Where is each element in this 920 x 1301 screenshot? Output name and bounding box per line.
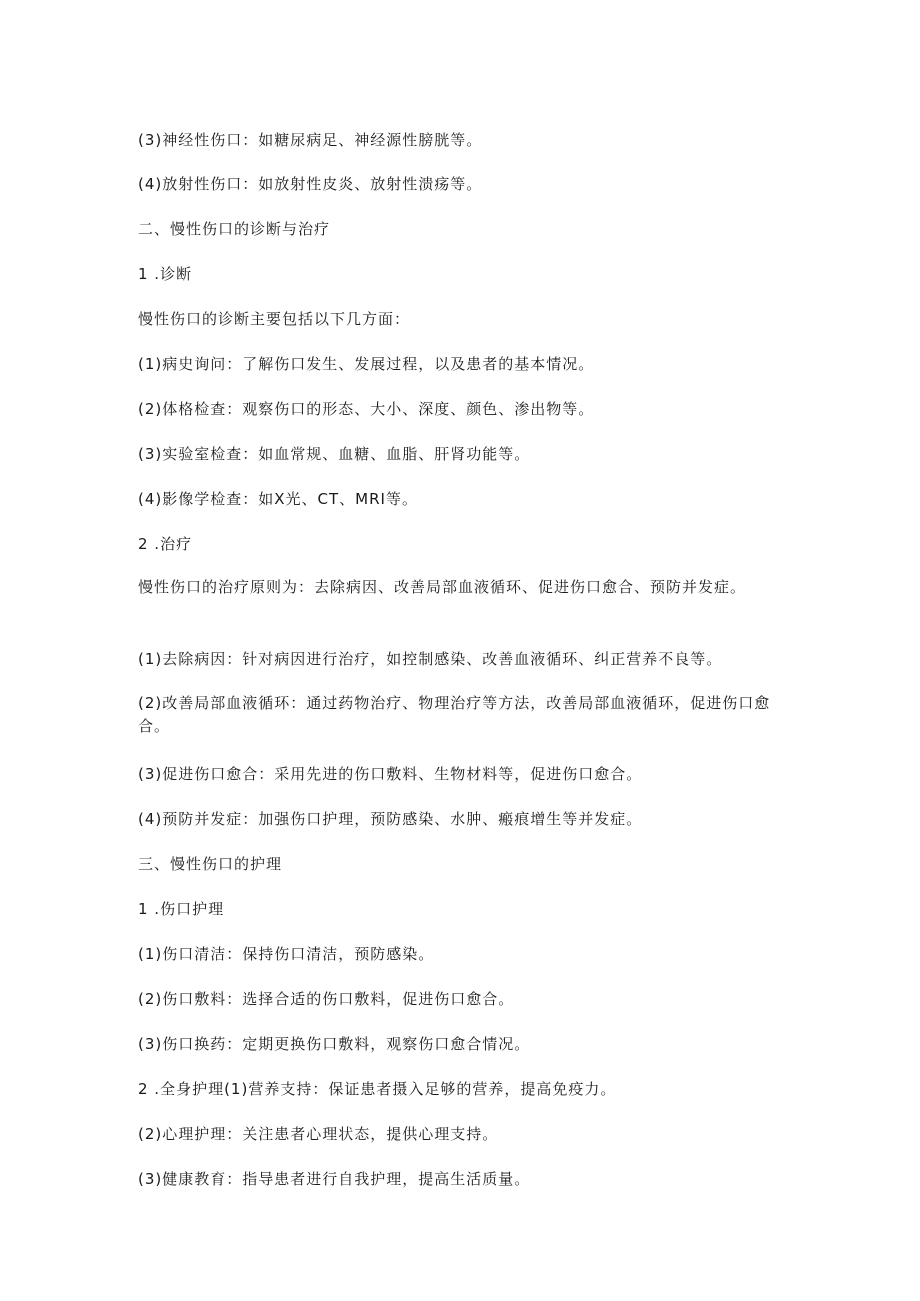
list-item-improve-circulation: (2)改善局部血液循环：通过药物治疗、物理治疗等方法，改善局部血液循环，促进伤口愈合。 — [138, 694, 771, 735]
list-item-prevent-complications: (4)预防并发症：加强伤口护理，预防感染、水肿、瘢痕增生等并发症。 — [138, 810, 643, 828]
list-item-health-education: (3)健康教育：指导患者进行自我护理，提高生活质量。 — [138, 1170, 531, 1188]
list-item-psychological-care: (2)心理护理：关注患者心理状态，提供心理支持。 — [138, 1125, 499, 1143]
list-item-promote-healing: (3)促进伤口愈合：采用先进的伤口敷料、生物材料等，促进伤口愈合。 — [138, 765, 643, 783]
section-heading-diagnosis-treatment: 二、慢性伤口的诊断与治疗 — [138, 220, 331, 238]
list-item-dressing-change: (3)伤口换药：定期更换伤口敷料，观察伤口愈合情况。 — [138, 1035, 531, 1053]
section-heading-nursing: 三、慢性伤口的护理 — [138, 855, 283, 873]
paragraph-diagnosis-intro: 慢性伤口的诊断主要包括以下几方面： — [138, 310, 411, 328]
list-item-remove-cause: (1)去除病因：针对病因进行治疗，如控制感染、改善血液循环、纠正营养不良等。 — [138, 650, 723, 668]
subheading-systemic-care: 2 .全身护理(1)营养支持：保证患者摄入足够的营养，提高免疫力。 — [138, 1080, 617, 1098]
subheading-treatment: 2 .治疗 — [138, 535, 193, 553]
list-item-history: (1)病史询问：了解伤口发生、发展过程，以及患者的基本情况。 — [138, 355, 595, 373]
list-item-lab-tests: (3)实验室检查：如血常规、血糖、血脂、肝肾功能等。 — [138, 445, 531, 463]
list-item-imaging: (4)影像学检查：如X光、CT、MRI等。 — [138, 490, 418, 508]
subheading-diagnosis: 1 .诊断 — [138, 265, 193, 283]
paragraph-treatment-principles: 慢性伤口的治疗原则为：去除病因、改善局部血液循环、促进伤口愈合、预防并发症。 — [138, 578, 747, 596]
list-item-wound-cleaning: (1)伤口清洁：保持伤口清洁，预防感染。 — [138, 945, 435, 963]
list-item-wound-dressing: (2)伤口敷料：选择合适的伤口敷料，促进伤口愈合。 — [138, 990, 515, 1008]
list-item-physical-exam: (2)体格检查：观察伤口的形态、大小、深度、颜色、渗出物等。 — [138, 400, 595, 418]
list-item-radiation-wound: (4)放射性伤口：如放射性皮炎、放射性溃疡等。 — [138, 175, 483, 193]
list-item-neuropathic-wound: (3)神经性伤口：如糖尿病足、神经源性膀胱等。 — [138, 131, 483, 149]
subheading-wound-care: 1 .伤口护理 — [138, 900, 225, 918]
